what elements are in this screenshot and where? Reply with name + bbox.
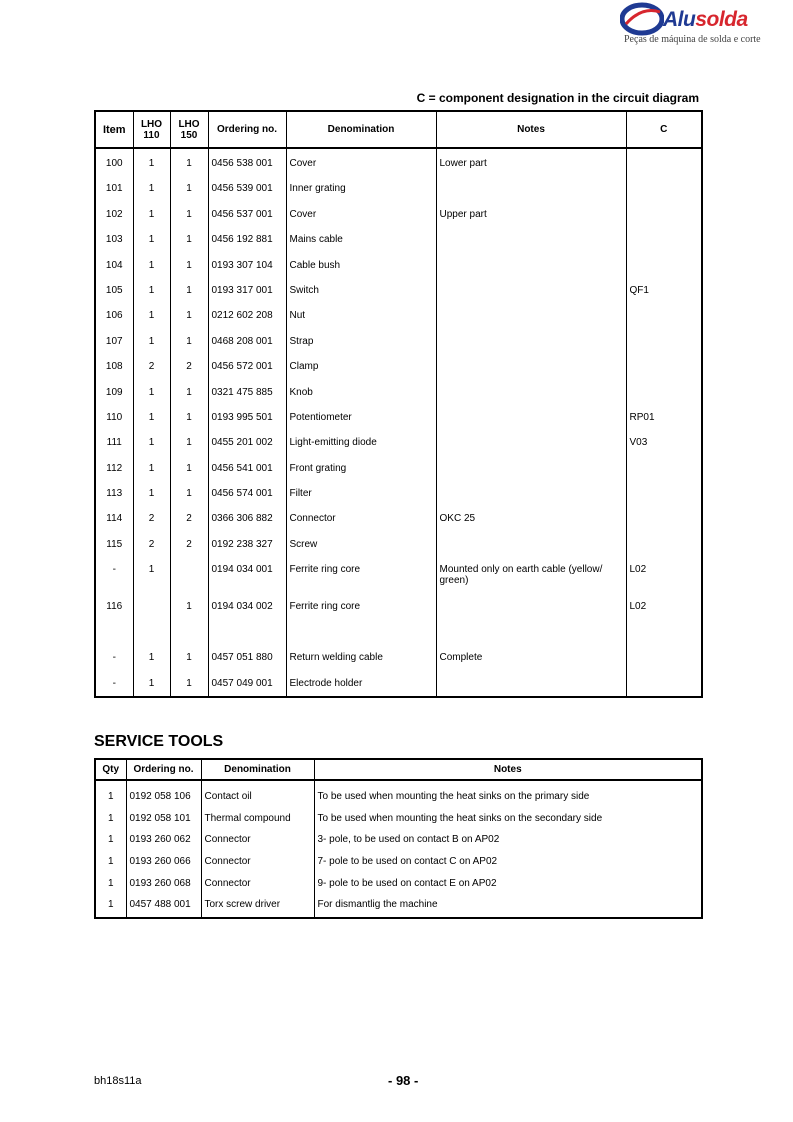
cell-lho110: 1 <box>133 253 170 278</box>
header-denomination: Denomination <box>286 111 436 148</box>
cell-ordering-no: 0456 538 001 <box>208 148 286 176</box>
cell-lho150: 1 <box>170 176 208 201</box>
cell-item: 104 <box>95 253 133 278</box>
table-row <box>95 176 702 201</box>
cell-item: 103 <box>95 227 133 252</box>
cell-lho110: 1 <box>133 303 170 328</box>
parts-table <box>94 110 703 698</box>
brand-logo <box>620 2 760 48</box>
cell-tools-ordering-no: 0192 058 101 <box>126 809 201 831</box>
cell-c <box>626 456 702 481</box>
cell-ordering-no: 0456 572 001 <box>208 354 286 379</box>
cell-c <box>626 671 702 697</box>
cell-notes: OKC 25 <box>436 506 626 531</box>
cell-denomination: Electrode holder <box>286 671 436 697</box>
cell-tools-ordering-no: 0193 260 066 <box>126 852 201 874</box>
cell-lho110: 1 <box>133 481 170 506</box>
table-row <box>95 430 702 455</box>
cell-qty: 1 <box>95 852 126 874</box>
cell-denomination: Cover <box>286 202 436 227</box>
cell-notes <box>436 303 626 328</box>
cell-lho150: 1 <box>170 329 208 354</box>
cell-lho150: 1 <box>170 278 208 303</box>
cell-ordering-no: 0456 539 001 <box>208 176 286 201</box>
service-tools-title: SERVICE TOOLS <box>94 733 224 750</box>
cell-tools-denomination: Torx screw driver <box>201 895 314 918</box>
cell-lho110: 2 <box>133 532 170 557</box>
cell-denomination: Connector <box>286 506 436 531</box>
table-row <box>95 481 702 506</box>
cell-tools-ordering-no: 0193 260 062 <box>126 830 201 852</box>
cell-lho110: 1 <box>133 176 170 201</box>
table-row <box>95 671 702 697</box>
cell-ordering-no: 0212 602 208 <box>208 303 286 328</box>
cell-notes: Mounted only on earth cable (yellow/ green) <box>436 557 626 594</box>
header-tools-notes: Notes <box>314 759 702 780</box>
header-tools-denomination: Denomination <box>201 759 314 780</box>
table-row <box>95 405 702 430</box>
cell-lho150: 1 <box>170 405 208 430</box>
cell-ordering-no: 0457 051 880 <box>208 645 286 670</box>
table-row <box>95 202 702 227</box>
logo-tagline: Peças de máquina de solda e corte <box>624 34 761 45</box>
cell-tools-notes: 9- pole to be used on contact E on AP02 <box>314 874 702 896</box>
cell-item: - <box>95 671 133 697</box>
cell-lho150: 2 <box>170 506 208 531</box>
cell-c <box>626 329 702 354</box>
cell-denomination: Cover <box>286 148 436 176</box>
cell-tools-denomination: Connector <box>201 874 314 896</box>
cell-item: 111 <box>95 430 133 455</box>
cell-lho150: 1 <box>170 227 208 252</box>
cell-denomination: Clamp <box>286 354 436 379</box>
cell-denomination: Potentiometer <box>286 405 436 430</box>
cell-denomination: Nut <box>286 303 436 328</box>
cell-lho110: 1 <box>133 557 170 594</box>
cell-c <box>626 506 702 531</box>
cell-lho110: 1 <box>133 380 170 405</box>
cell-denomination: Strap <box>286 329 436 354</box>
parts-table-body <box>95 148 702 697</box>
cell-notes <box>436 430 626 455</box>
cell-item: 112 <box>95 456 133 481</box>
cell-lho150: 1 <box>170 481 208 506</box>
cell-lho150: 1 <box>170 148 208 176</box>
cell-denomination: Ferrite ring core <box>286 594 436 645</box>
cell-tools-notes: To be used when mounting the heat sinks on the secondary side <box>314 809 702 831</box>
cell-lho150: 1 <box>170 594 208 645</box>
cell-denomination: Cable bush <box>286 253 436 278</box>
cell-lho150: 1 <box>170 303 208 328</box>
cell-notes <box>436 227 626 252</box>
cell-denomination: Screw <box>286 532 436 557</box>
service-tools-table <box>94 758 703 919</box>
cell-item: 101 <box>95 176 133 201</box>
table-row <box>95 227 702 252</box>
cell-ordering-no: 0192 238 327 <box>208 532 286 557</box>
cell-tools-notes: To be used when mounting the heat sinks on the primary side <box>314 780 702 809</box>
cell-c <box>626 227 702 252</box>
cell-lho110: 1 <box>133 202 170 227</box>
cell-tools-ordering-no: 0192 058 106 <box>126 780 201 809</box>
cell-qty: 1 <box>95 780 126 809</box>
cell-c <box>626 645 702 670</box>
table-row <box>95 329 702 354</box>
table-row <box>95 874 702 896</box>
logo-swoosh-icon <box>620 2 664 36</box>
cell-denomination: Inner grating <box>286 176 436 201</box>
cell-ordering-no: 0455 201 002 <box>208 430 286 455</box>
cell-ordering-no: 0468 208 001 <box>208 329 286 354</box>
cell-denomination: Filter <box>286 481 436 506</box>
cell-notes <box>436 278 626 303</box>
cell-ordering-no: 0194 034 001 <box>208 557 286 594</box>
cell-item: 109 <box>95 380 133 405</box>
cell-notes <box>436 253 626 278</box>
document-code: bh18s11a <box>94 1075 142 1087</box>
table-row <box>95 380 702 405</box>
cell-ordering-no: 0193 317 001 <box>208 278 286 303</box>
cell-c <box>626 202 702 227</box>
cell-denomination: Switch <box>286 278 436 303</box>
service-tools-header <box>95 759 702 780</box>
cell-ordering-no: 0366 306 882 <box>208 506 286 531</box>
cell-ordering-no: 0456 574 001 <box>208 481 286 506</box>
cell-denomination: Light-emitting diode <box>286 430 436 455</box>
table-row <box>95 645 702 670</box>
cell-ordering-no: 0194 034 002 <box>208 594 286 645</box>
cell-lho110: 1 <box>133 278 170 303</box>
cell-c <box>626 253 702 278</box>
cell-lho110: 1 <box>133 671 170 697</box>
cell-notes <box>436 481 626 506</box>
cell-ordering-no: 0193 995 501 <box>208 405 286 430</box>
cell-item: - <box>95 557 133 594</box>
cell-tools-notes: For dismantlig the machine <box>314 895 702 918</box>
cell-item: 116 <box>95 594 133 645</box>
header-lho150-line2: 150 <box>180 129 198 141</box>
table-row <box>95 278 702 303</box>
cell-notes <box>436 594 626 645</box>
cell-lho110: 1 <box>133 430 170 455</box>
header-lho110 <box>133 111 170 148</box>
cell-tools-denomination: Connector <box>201 830 314 852</box>
cell-tools-denomination: Connector <box>201 852 314 874</box>
cell-c: QF1 <box>626 278 702 303</box>
table-row <box>95 780 702 809</box>
cell-ordering-no: 0456 192 881 <box>208 227 286 252</box>
cell-item: 105 <box>95 278 133 303</box>
cell-lho150: 2 <box>170 354 208 379</box>
cell-qty: 1 <box>95 895 126 918</box>
table-row <box>95 852 702 874</box>
cell-lho150: 1 <box>170 253 208 278</box>
cell-lho150: 1 <box>170 380 208 405</box>
cell-item: 108 <box>95 354 133 379</box>
cell-c <box>626 380 702 405</box>
parts-table-header <box>95 111 702 148</box>
header-ordering-no: Ordering no. <box>208 111 286 148</box>
page-number: - 98 - <box>388 1073 419 1088</box>
cell-tools-ordering-no: 0457 488 001 <box>126 895 201 918</box>
logo-wordmark <box>663 8 748 32</box>
table-row <box>95 253 702 278</box>
table-row <box>95 830 702 852</box>
cell-lho150: 2 <box>170 532 208 557</box>
cell-c: RP01 <box>626 405 702 430</box>
cell-item: - <box>95 645 133 670</box>
cell-c <box>626 481 702 506</box>
cell-lho110 <box>133 594 170 645</box>
cell-denomination: Return welding cable <box>286 645 436 670</box>
cell-lho110: 2 <box>133 354 170 379</box>
cell-c <box>626 354 702 379</box>
cell-ordering-no: 0321 475 885 <box>208 380 286 405</box>
header-notes: Notes <box>436 111 626 148</box>
cell-item: 110 <box>95 405 133 430</box>
cell-notes <box>436 176 626 201</box>
circuit-designation-caption: C = component designation in the circuit diagram <box>416 91 699 105</box>
table-row <box>95 506 702 531</box>
cell-item: 102 <box>95 202 133 227</box>
cell-c <box>626 303 702 328</box>
cell-denomination: Mains cable <box>286 227 436 252</box>
cell-c: L02 <box>626 557 702 594</box>
cell-c <box>626 148 702 176</box>
cell-notes <box>436 671 626 697</box>
header-tools-ordering-no: Ordering no. <box>126 759 201 780</box>
cell-item: 114 <box>95 506 133 531</box>
table-row <box>95 456 702 481</box>
cell-ordering-no: 0456 537 001 <box>208 202 286 227</box>
cell-item: 107 <box>95 329 133 354</box>
table-row <box>95 594 702 645</box>
service-tools-body <box>95 780 702 918</box>
cell-tools-ordering-no: 0193 260 068 <box>126 874 201 896</box>
cell-denomination: Knob <box>286 380 436 405</box>
cell-tools-notes: 7- pole to be used on contact C on AP02 <box>314 852 702 874</box>
header-lho110-line1: LHO <box>140 118 163 130</box>
table-row <box>95 895 702 918</box>
cell-notes: Upper part <box>436 202 626 227</box>
cell-lho150: 1 <box>170 671 208 697</box>
cell-ordering-no: 0457 049 001 <box>208 671 286 697</box>
cell-c: V03 <box>626 430 702 455</box>
cell-tools-notes: 3- pole, to be used on contact B on AP02 <box>314 830 702 852</box>
header-item: Item <box>95 111 133 148</box>
cell-tools-denomination: Contact oil <box>201 780 314 809</box>
cell-lho150 <box>170 557 208 594</box>
cell-lho110: 1 <box>133 329 170 354</box>
cell-item: 100 <box>95 148 133 176</box>
cell-lho110: 2 <box>133 506 170 531</box>
cell-notes <box>436 456 626 481</box>
header-qty: Qty <box>95 759 126 780</box>
cell-tools-denomination: Thermal compound <box>201 809 314 831</box>
cell-lho150: 1 <box>170 202 208 227</box>
cell-notes: Lower part <box>436 148 626 176</box>
table-row <box>95 557 702 594</box>
cell-lho150: 1 <box>170 456 208 481</box>
cell-qty: 1 <box>95 809 126 831</box>
header-lho150-line1: LHO <box>178 118 200 130</box>
cell-qty: 1 <box>95 830 126 852</box>
cell-denomination: Ferrite ring core <box>286 557 436 594</box>
cell-notes <box>436 405 626 430</box>
cell-notes <box>436 354 626 379</box>
table-row <box>95 148 702 176</box>
table-row <box>95 354 702 379</box>
logo-word-part1: Alu <box>663 8 696 31</box>
table-row <box>95 532 702 557</box>
cell-ordering-no: 0456 541 001 <box>208 456 286 481</box>
header-lho110-line2: 110 <box>143 129 160 141</box>
cell-notes <box>436 329 626 354</box>
table-row <box>95 809 702 831</box>
cell-denomination: Front grating <box>286 456 436 481</box>
cell-item: 115 <box>95 532 133 557</box>
cell-item: 106 <box>95 303 133 328</box>
cell-lho150: 1 <box>170 430 208 455</box>
cell-lho150: 1 <box>170 645 208 670</box>
cell-ordering-no: 0193 307 104 <box>208 253 286 278</box>
logo-word-part2: solda <box>695 8 748 31</box>
cell-lho110: 1 <box>133 645 170 670</box>
cell-notes <box>436 380 626 405</box>
cell-c <box>626 176 702 201</box>
cell-lho110: 1 <box>133 148 170 176</box>
cell-notes: Complete <box>436 645 626 670</box>
cell-lho110: 1 <box>133 405 170 430</box>
cell-c: L02 <box>626 594 702 645</box>
cell-lho110: 1 <box>133 227 170 252</box>
header-c: C <box>626 111 702 148</box>
table-row <box>95 303 702 328</box>
cell-c <box>626 532 702 557</box>
cell-notes <box>436 532 626 557</box>
cell-item: 113 <box>95 481 133 506</box>
cell-lho110: 1 <box>133 456 170 481</box>
header-lho150 <box>170 111 208 148</box>
cell-qty: 1 <box>95 874 126 896</box>
